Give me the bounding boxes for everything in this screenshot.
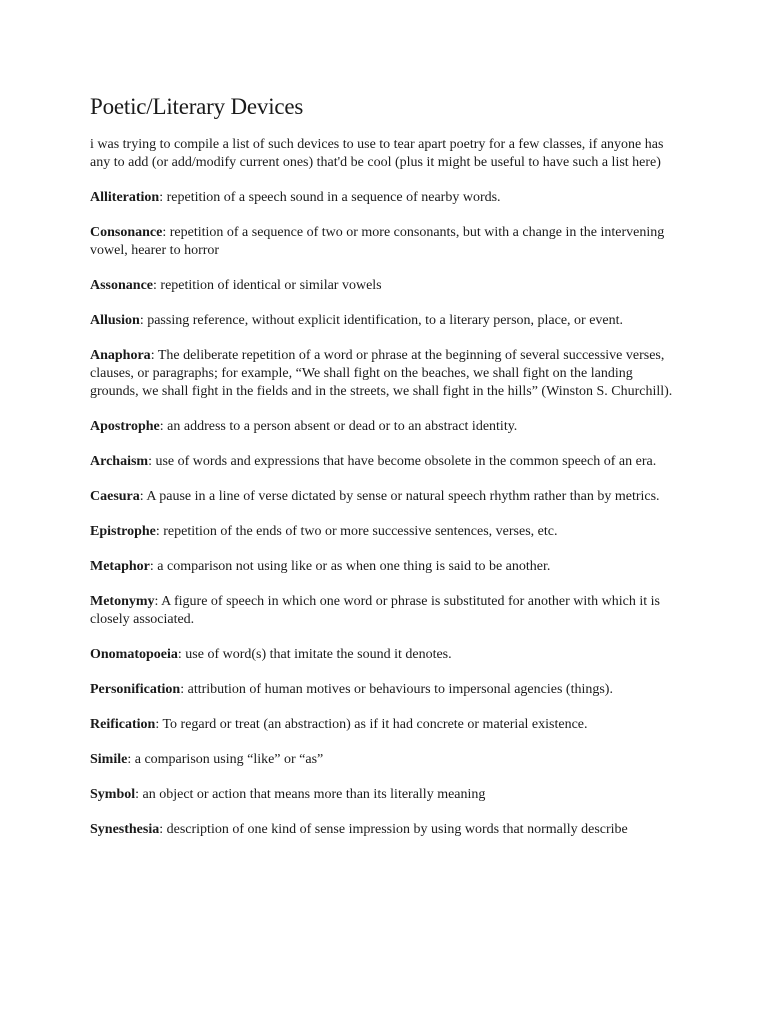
entry-term: Simile	[90, 752, 128, 767]
entry-term: Anaphora	[90, 348, 151, 363]
entry-definition: : repetition of the ends of two or more successive sentences, verses, etc.	[155, 524, 558, 539]
entry-term: Archaism	[90, 454, 149, 469]
entry-simile	[90, 751, 682, 769]
entry-personification	[90, 681, 682, 699]
entry-definition: : a comparison not using like or as when one thing is said to be another.	[149, 559, 551, 574]
entry-definition: : repetition of identical or similar vowels	[153, 278, 382, 293]
entry-reification	[90, 716, 682, 734]
entry-definition: : a comparison using “like” or “as”	[127, 752, 324, 767]
entry-archaism	[90, 453, 682, 471]
entry-symbol	[90, 786, 682, 804]
entry-definition: : use of words and expressions that have become obsolete in the common speech of an era.	[148, 454, 657, 469]
entry-definition: : passing reference, without explicit identification, to a literary person, place, or event.	[139, 313, 624, 328]
entry-term: Allusion	[90, 313, 140, 328]
entry-term: Apostrophe	[90, 419, 160, 434]
entry-apostrophe	[90, 418, 682, 436]
entry-synesthesia	[90, 821, 682, 839]
entry-definition: : A pause in a line of verse dictated by sense or natural speech rhythm rather than by metrics.	[139, 489, 660, 504]
entry-epistrophe	[90, 523, 682, 541]
entry-metaphor	[90, 558, 682, 576]
entry-definition: : repetition of a speech sound in a sequence of nearby words.	[159, 190, 501, 205]
entry-definition: : description of one kind of sense impression by using words that normally describe	[159, 822, 628, 837]
entry-term: Onomatopoeia	[90, 647, 178, 662]
entry-definition: : The deliberate repetition of a word or phrase at the beginning of several successive verses, clauses, or paragraphs; for example, “We shall fight on the beaches, we shall fight on the landing grounds, we shall fight in the fields and in the streets, we shall fight in the hills” (Winston S. Churchill).	[90, 348, 673, 399]
entry-term: Symbol	[90, 787, 136, 802]
entry-caesura	[90, 488, 682, 506]
entry-term: Assonance	[90, 278, 154, 293]
entry-term: Caesura	[90, 489, 140, 504]
entry-onomatopoeia	[90, 646, 682, 664]
intro-paragraph: i was trying to compile a list of such devices to use to tear apart poetry for a few classes, if anyone has any to add (or add/modify current ones) that'd be cool (plus it might be useful to have such a list here)	[90, 137, 664, 170]
entry-definition: : use of word(s) that imitate the sound it denotes.	[177, 647, 452, 662]
entry-term: Metaphor	[90, 559, 150, 574]
entry-consonance	[90, 224, 682, 260]
entry-alliteration	[90, 189, 682, 207]
entry-term: Personification	[90, 682, 181, 697]
document-page	[90, 92, 682, 856]
entry-definition: : repetition of a sequence of two or more consonants, but with a change in the intervening vowel, hearer to horror	[90, 225, 665, 258]
entry-term: Alliteration	[90, 190, 160, 205]
entry-term: Consonance	[90, 225, 163, 240]
entry-definition: : an address to a person absent or dead or to an abstract identity.	[159, 419, 518, 434]
entry-metonymy	[90, 593, 682, 629]
entry-anaphora	[90, 347, 682, 401]
entry-definition: : an object or action that means more than its literally meaning	[135, 787, 486, 802]
entry-term: Metonymy	[90, 594, 155, 609]
entry-term: Epistrophe	[90, 524, 156, 539]
page-title: Poetic/Literary Devices	[90, 94, 304, 119]
entry-term: Reification	[90, 717, 156, 732]
entry-assonance	[90, 277, 682, 295]
entry-definition: : A figure of speech in which one word or phrase is substituted for another with which it is closely associated.	[90, 594, 661, 627]
entry-allusion	[90, 312, 682, 330]
entry-definition: : attribution of human motives or behaviours to impersonal agencies (things).	[180, 682, 613, 697]
entry-term: Synesthesia	[90, 822, 160, 837]
entry-definition: : To regard or treat (an abstraction) as if it had concrete or material existence.	[155, 717, 588, 732]
